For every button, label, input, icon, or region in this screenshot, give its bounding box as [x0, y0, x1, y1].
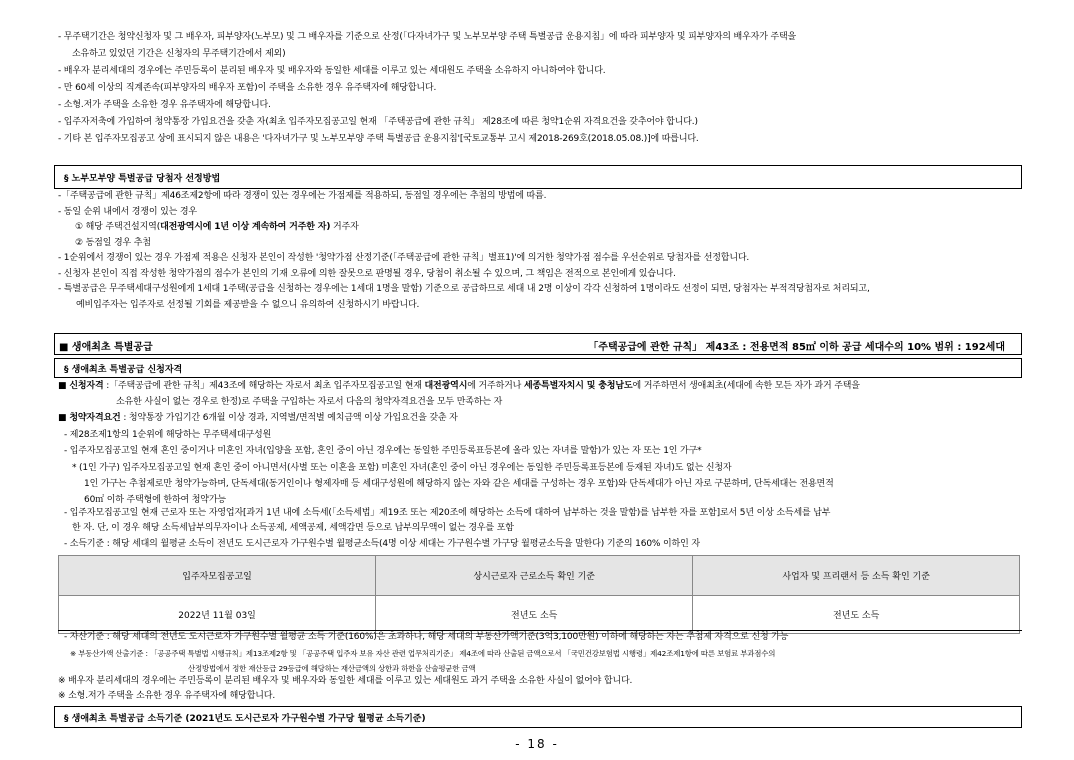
table-row — [59, 596, 1020, 634]
table-header-cell: 입주자모집공고일 — [59, 556, 376, 596]
text-line: -「주택공급에 관한 규칙」제46조제2항에 따라 경쟁이 있는 경우에는 가점제를 적용하되, 동점일 경우에는 추첨의 방법에 따름. — [58, 191, 547, 201]
top-line-4: - 만 60세 이상의 직계존속(피부양자의 배우자 포함)이 주택을 소유한 경우 유주택자에 해당합니다. — [58, 83, 437, 93]
table-cell: 2022년 11월 03일 — [59, 596, 376, 634]
top-line-3: - 배우자 분리세대의 경우에는 주민등록이 분리된 배우자 및 배우자와 동일한 세대를 이루고 있는 세대원도 주택을 소유하지 아니하여야 합니다. — [58, 66, 606, 76]
text-line: ※ 배우자 분리세대의 경우에는 주민등록이 분리된 배우자 및 배우자와 동일한 세대를 이루고 있는 세대원도 과거 주택을 소유한 사실이 없어야 합니다. — [58, 676, 633, 686]
table-cell: 전년도 소득 — [376, 596, 693, 634]
text-line: ※ 부동산가액 산출기준 : 「공공주택 특별법 시행규칙」제13조제2항 및 「공공주택 입주자 보유 자산 관련 업무처리기준」 제4조에 따라 산출된 금액으로서 「국민건강보험법 시행령」제42조제1항에 따른 보험료 부과점수의 — [70, 649, 776, 658]
text-line: 60㎡ 이하 주택형에 한하여 청약가능 — [84, 495, 226, 505]
section-title: § 노부모부양 특별공급 당첨자 선정방법 — [64, 174, 221, 184]
text-line: - 제28조제1항의 1순위에 해당하는 무주택세대구성원 — [64, 430, 272, 440]
text-line: - 특별공급은 무주택세대구성원에게 1세대 1주택(공급을 신청하는 경우에는 1세대 1명을 말함) 기준으로 공급하므로 세대 내 2명 이상이 각각 신청하여 1명이라도 선정이 되면, 당첨자는 부적격당첨자로 처리되고, — [58, 284, 870, 294]
text-line: ■ 신청자격 :「주택공급에 관한 규칙」제43조에 해당하는 자로서 최초 입주자모집공고일 현재 대전광역시에 거주하거나 세종특별자치시 및 충청남도에 거주하면서 생애최초(세대에 속한 모든 자가 과거 주택을 — [58, 381, 860, 391]
text-line: 소유한 사실이 없는 경우로 한정)로 주택을 구입하는 자로서 다음의 청약자격요건을 모두 만족하는 자 — [116, 397, 503, 407]
section-header-box — [54, 333, 1022, 355]
text-line: 예비입주자는 입주자로 선정될 기회를 제공받을 수 없으니 유의하여 신청하시기 바랍니다. — [76, 300, 420, 310]
text-line: 1인 가구는 추첨제로만 청약가능하며, 단독세대(동거인이나 형제자매 등 세대구성원에 해당하지 않는 자와 같은 세대를 구성하는 경우 포함)와 단독세대가 아닌 자로 구분하며, 단독세대는 전용면적 — [84, 479, 834, 489]
top-line-5: - 소형.저가 주택을 소유한 경우 유주택자에 해당합니다. — [58, 100, 271, 110]
top-line-2: 소유하고 있었던 기간은 신청자의 무주택기간에서 제외) — [72, 49, 286, 59]
page-number: - 18 - — [515, 737, 559, 751]
income-check-table — [58, 555, 1020, 634]
section-subtitle: § 생애최초 특별공급 신청자격 — [64, 365, 183, 375]
text-line: - 입주자모집공고일 현재 혼인 중이거나 미혼인 자녀(입양을 포함, 혼인 중이 아닌 경우에는 동일한 주민등록표등본에 올라 있는 자녀를 말함)가 있는 자 또는 1인 가구* — [64, 446, 702, 456]
section-subheader-box — [54, 358, 1022, 378]
table-header-cell: 사업자 및 프리랜서 등 소득 확인 기준 — [693, 556, 1020, 596]
text-line: * (1인 가구) 입주자모집공고일 현재 혼인 중이 아니면서(사별 또는 이혼을 포함) 미혼인 자녀(혼인 중이 아닌 경우에는 동일한 주민등록표등본에 등재된 자녀)도 없는 신청자 — [72, 463, 732, 473]
table-header-row — [59, 556, 1020, 596]
table-header-cell: 상시근로자 근로소득 확인 기준 — [376, 556, 693, 596]
text-line: - 자산기준 : 해당 세대의 전년도 도시근로자 가구원수별 월평균 소득 기준(160%)은 초과하나, 해당 세대의 부동산가액기준(3억3,100만원) 이하에 해당하는 자는 추첨제 자격으로 신청 가능 — [64, 632, 789, 642]
text-line: 한 자. 단, 이 경우 해당 소득세납부의무자이나 소득공제, 세액공제, 세액감면 등으로 납부의무액이 없는 경우를 포함 — [72, 523, 514, 533]
top-line-7: - 기타 본 입주자모집공고 상에 표시되지 않은 내용은 '다자녀가구 및 노부모부양 주택 특별공급 운용지침'[국토교통부 고시 제2018-269호(2018.05.08.)]에 따릅니다. — [58, 134, 699, 144]
section-title: ■ 생애최초 특별공급 — [59, 342, 153, 353]
text-line: - 신청자 본인이 직접 작성한 청약가점의 점수가 본인의 기재 오류에 의한 잘못으로 판명될 경우, 당첨이 취소될 수 있으며, 그 책임은 전적으로 본인에게 있습니다. — [58, 269, 676, 279]
text-line: - 동일 순위 내에서 경쟁이 있는 경우 — [58, 207, 197, 217]
text-line: 산정방법에서 정한 재산등급 29등급에 해당하는 재산금액의 상한과 하한을 산술평균한 금액 — [188, 664, 476, 673]
top-line-6: - 입주자저축에 가입하여 청약통장 가입요건을 갖춘 자(최초 입주자모집공고일 현재 「주택공급에 관한 규칙」 제28조에 따른 청약1순위 자격요건을 갖추어야 합니다.) — [58, 117, 698, 127]
text-line: - 1순위에서 경쟁이 있는 경우 가점제 적용은 신청자 본인이 작성한 '청약가점 산정기준(「주택공급에 관한 규칙」별표1)'에 의거한 청약가점 점수를 우선순위로 당첨자를 선정합니다. — [58, 253, 750, 263]
text-line: - 입주자모집공고일 현재 근로자 또는 자영업자[과거 1년 내에 소득세(「소득세법」제19조 또는 제20조에 해당하는 소득에 대하여 납부하는 것을 말함)를 납부한 자를 포함]로서 5년 이상 소득세를 납부 — [64, 508, 831, 518]
section-subheader-box — [54, 706, 1022, 728]
table-cell: 전년도 소득 — [693, 596, 1020, 634]
text-line: ■ 청약자격요건 : 청약통장 가입기간 6개월 이상 경과, 지역별/면적별 예치금액 이상 가입요건을 갖춘 자 — [58, 413, 458, 423]
rule-reference: 「주택공급에 관한 규칙」 제43조 : 전용면적 85㎡ 이하 공급 세대수의 10% 범위 : 192세대 — [588, 342, 1005, 353]
text-line: - 소득기준 : 해당 세대의 월평균 소득이 전년도 도시근로자 가구원수별 월평균소득(4명 이상 세대는 가구원수별 가구당 월평균소득을 말한다) 기준의 160% 이하인 자 — [64, 539, 700, 549]
text-line: ② 동점일 경우 추첨 — [75, 238, 151, 248]
text-line: ① 해당 주택건설지역(대전광역시에 1년 이상 계속하여 거주한 자) 거주자 — [75, 222, 359, 232]
top-line-1: - 무주택기간은 청약신청자 및 그 배우자, 피부양자(노부모) 및 그 배우자를 기준으로 산정(「다자녀가구 및 노부모부양 주택 특별공급 운용지침」에 따라 피부양자 및 피부양자의 배우자가 주택을 — [58, 32, 797, 42]
section-subtitle: § 생애최초 특별공급 소득기준 (2021년도 도시근로자 가구원수별 가구당 월평균 소득기준) — [64, 714, 426, 724]
section-header-box — [54, 165, 1022, 189]
text-line: ※ 소형.저가 주택을 소유한 경우 유주택자에 해당합니다. — [58, 691, 276, 701]
